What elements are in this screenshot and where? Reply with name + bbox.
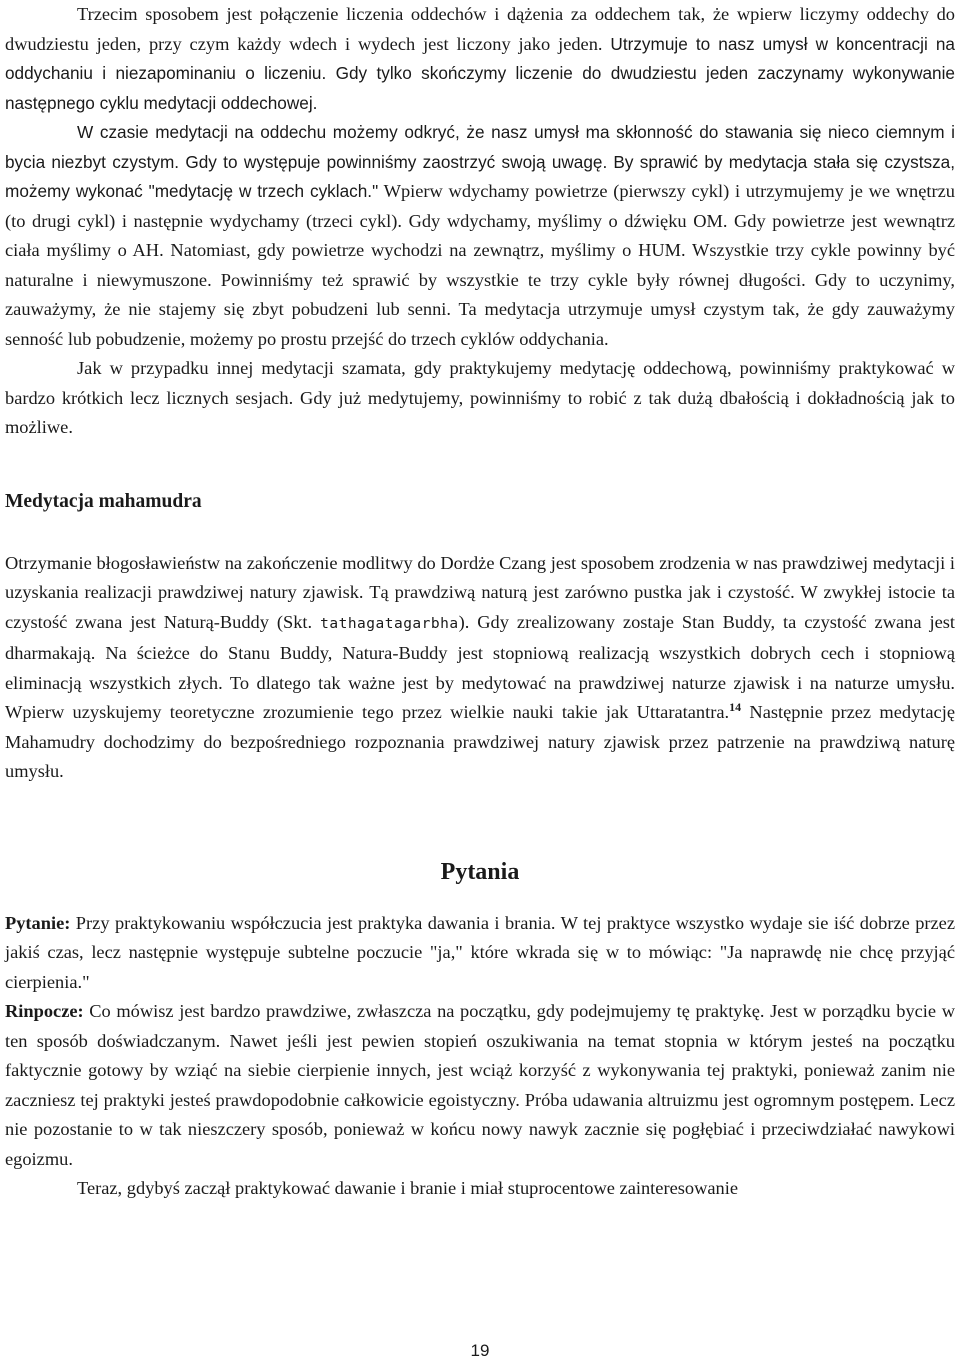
page-number: 19 xyxy=(470,1341,490,1360)
paragraph-counting-breaths-text: Trzecim sposobem jest połączenie liczenia oddechów i dążenia za oddechem tak, że wpierw liczymy oddechy do dwudziestu jeden, przy czym każdy wdech i wydech jest liczony jako jeden. xyxy=(5,4,955,54)
question-label: Pytanie: xyxy=(5,912,71,933)
answer-text: Co mówisz jest bardzo prawdziwe, zwłaszcza na początku, gdy podejmujemy tę praktykę. Jest w porządku bycie w ten sposób doświadczanym. Nawet jeśli jest pewien stopień oszukiwania na temat stopnia w którym jesteś na początku faktycznie gotowy by wziąć na siebie cierpienie innych, jest wciąż korzyść z wykonywania tej praktyki, ponieważ zanim nie zaczniesz tej praktyki jesteś prawdopodobnie całkowicie egoistyczny. Próba udawania altruizmu jest ogromnym postępem. Lecz nie pozostanie to w tak nieszczery sposób, ponieważ w końcu nowy nawyk zacznie się pogłębiać i przeciwdziałać nawykowi egoizmu. xyxy=(5,1001,955,1169)
paragraph-mahamudra-start: Otrzymanie błogosławieństw na zakończenie modlitwy do Dordże Czang jest sposobem zrodzenia w nas prawdziwej medytacji i uzyskania realizacji prawdziwej natury zjawisk. Tą prawdziwą naturą jest zarówno pustka jak i czystość. W zwykłej istocie ta czystość zwana jest Naturą-Buddy (Skt. xyxy=(5,552,955,632)
paragraph-counting-breaths xyxy=(5,0,955,118)
paragraph-continuation: Teraz, gdybyś zaczął praktykować dawanie i branie i miał stuprocentowe zainteresowanie xyxy=(77,1178,738,1198)
paragraph-three-cycles-intro: W czasie medytacji na oddechu możemy odkryć, że nasz umysł ma skłonność do stawania się nieco ciemnym i bycia niezbyt czystym. Gdy to występuje powinniśmy zaostrzyć swoją uwagę. xyxy=(5,122,955,172)
document-page xyxy=(5,0,955,1204)
answer-label: Rinpocze: xyxy=(5,1001,84,1021)
question-text: Przy praktykowaniu współczucia jest praktyka dawania i brania. W tej praktyce wszystko wydaje sie iść dobrze przez jakiś czas, lecz następnie występuje subtelne poczucie "ja," które wkrada się w to mówiąc: "Ja naprawdę nie chcę przyjąć cierpienia." xyxy=(5,912,955,992)
paragraph-mahamudra-end: Następnie przez medytację Mahamudry dochodzimy do bezpośredniego rozpoznania prawdziwej natury zjawisk przez patrzenie na prawdziwą naturę umysłu. xyxy=(5,702,955,781)
question-paragraph xyxy=(5,909,955,998)
paragraph-three-cycles-body: Wpierw wdychamy powietrze (pierwszy cykl) i utrzymujemy je we wnętrzu (to drugi cykl) i następnie wydychamy (trzeci cykl). Gdy wdychamy, myślimy o dźwięku OM. Gdy powietrze jest wewnątrz ciała myślimy o AH. Natomiast, gdy powietrze wychodzi na zewnątrz, myślimy o HUM. Wszystkie trzy cykle powinny być naturalne i niewymuszone. Powinniśmy też sprawić by wszystkie te trzy cykle były równej długości. Gdy to uczynimy, zauważymy, że nie stajemy się zbyt pobudzeni lub senni. Ta medytacja utrzymuje umysł czystym tak, że gdy zauważymy senność lub pobudzenie, możemy po prostu przejść do trzech cyklów oddychania. xyxy=(5,181,955,349)
sanskrit-term: tathagatagarbha xyxy=(320,615,459,632)
section-heading-mahamudra: Medytacja mahamudra xyxy=(5,490,202,512)
paragraph-mahamudra xyxy=(5,549,955,787)
questions-title: Pytania xyxy=(440,858,520,885)
paragraph-mahamudra-middle: ). Gdy zrealizowany zostaje Stan Buddy, ta czystość zwana jest dharmakają. Na ścieżce do Stanu Buddy, Natura-Buddy jest stopniową realizacją wszystkich dobrych cech i stopniową eliminacją wszystkich złych. To dlatego tak ważne jest by medytować na prawdziwej naturze zjawisk i na naturze umysłu. Wpierw uzyskujemy teoretyczne zrozumienie tego przez wielkie nauki takie jak Uttaratantra. xyxy=(5,611,956,722)
answer-paragraph xyxy=(5,997,955,1174)
footnote-reference[interactable]: 14 xyxy=(729,700,742,714)
paragraph-three-cycles-purpose: By sprawić by medytacja stała się czystsza, możemy wykonać "medytację w trzech cyklach." xyxy=(5,151,956,201)
paragraph-counting-breaths-continuation: Utrzymuje to nasz umysł w koncentracji na oddychaniu i niezapominaniu o liczeniu. Gdy tylko skończymy liczenie do dwudziestu jeden zaczynamy wykonywanie następnego cyklu medytacji oddechowej. xyxy=(5,33,955,113)
paragraph-short-sessions: Jak w przypadku innej medytacji szamata, gdy praktykujemy medytację oddechową, powinniśmy praktykować w bardzo krótkich lecz licznych sesjach. Gdy już medytujemy, powinniśmy to robić z tak dużą dbałością i dokładnością jak to możliwe. xyxy=(5,358,955,437)
paragraph-three-cycles xyxy=(5,118,955,354)
